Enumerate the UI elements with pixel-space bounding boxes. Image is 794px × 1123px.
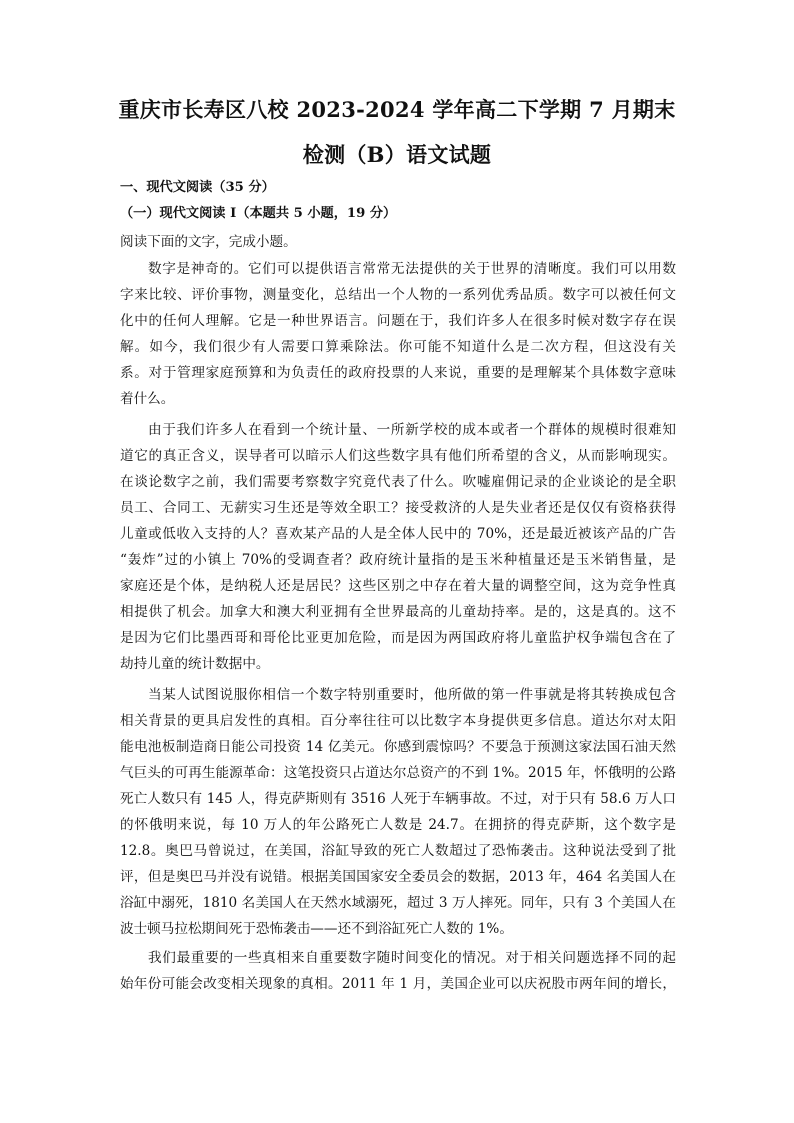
paragraph-3-line: 当某人试图说服你相信一个数字特别重要时，他所做的第一件事就是将其转换成包含 [148,687,676,703]
paragraph-3-line: 死亡人数只有 145 人，得克萨斯则有 3516 人死于车辆事故。不过，对于只有 58.6 万人口 [120,791,676,807]
paragraph-4-line: 始年份可能会改变相关现象的真相。2011 年 1 月，美国企业可以庆祝股市两年间的增长， [120,976,676,992]
paragraph-3-line: 评，但是奥巴马并没有说错。根据美国国家安全委员会的数据，2013 年，464 名美国人在 [120,869,676,885]
paragraph-1-line: 解。如今，我们很少有人需要口算乘除法。你可能不知道什么是二次方程，但这没有关 [120,339,676,355]
paragraph-3-line: 12.8。奥巴马曾说过，在美国，浴缸导致的死亡人数超过了恐怖袭击。这种说法受到了批 [120,843,676,859]
subsection-heading: （一）现代文阅读 I（本题共 5 小题，19 分） [120,206,397,221]
paragraph-3-line: 波士顿马拉松期间死于恐怖袭击——还不到浴缸死亡人数的 1%。 [120,921,513,937]
paragraph-2-line: 在谈论数字之前，我们需要考察数字究竟代表了什么。吹嘘雇佣记录的企业谈论的是全职 [120,474,676,490]
paragraph-3-line: 相关背景的更具启发性的真相。百分率往往可以比数字本身提供更多信息。道达尔对太阳 [120,713,676,729]
section-heading: 一、现代文阅读（35 分） [120,180,275,195]
document-title-line-2: 检测（B）语文试题 [302,142,492,167]
paragraph-1-line: 系。对于管理家庭预算和为负责任的政府投票的人来说，重要的是理解某个具体数字意味 [120,365,676,381]
paragraph-2-line: 由于我们许多人在看到一个统计量、一所新学校的成本或者一个群体的规模时很难知 [148,422,676,438]
paragraph-1-line: 化中的任何人理解。它是一种世界语言。问题在于，我们许多人在很多时候对数字存在误 [120,313,676,329]
paragraph-3-line: 能电池板制造商日能公司投资 14 亿美元。你感到震惊吗？不要急于预测这家法国石油天然 [120,739,676,755]
paragraph-2-line: 员工、合同工、无薪实习生还是等效全职工？接受救济的人是失业者还是仅仅有资格获得 [120,500,676,516]
paragraph-2-line: 劫持儿童的统计数据中。 [120,656,270,672]
paragraph-2-line: 是因为它们比墨西哥和哥伦比亚更加危险，而是因为两国政府将儿童监护权争端包含在了 [120,630,676,646]
paragraph-2-line: 道它的真正含义，误导者可以暗示人们这些数字具有他们所希望的含义，从而影响现实。 [120,448,676,464]
paragraph-1-line: 着什么。 [120,391,175,407]
reading-instruction: 阅读下面的文字，完成小题。 [120,234,297,250]
paragraph-2-line: “轰炸”过的小镇上 70%的受调查者？政府统计量指的是玉米种植量还是玉米销售量，是 [120,552,676,568]
paragraph-3-line: 浴缸中溺死，1810 名美国人在天然水域溺死，超过 3 万人摔死。同年，只有 3 个美国人在 [120,895,676,911]
paragraph-4-line: 我们最重要的一些真相来自重要数字随时间变化的情况。对于相关问题选择不同的起 [148,950,676,966]
paragraph-1-line: 数字是神奇的。它们可以提供语言常常无法提供的关于世界的清晰度。我们可以用数 [148,261,676,277]
paragraph-2-line: 儿童或低收入支持的人？喜欢某产品的人是全体人民中的 70%，还是最近被该产品的广告 [120,526,676,542]
document-title-line-1: 重庆市长寿区八校 2023-2024 学年高二下学期 7 月期末 [118,97,676,122]
paragraph-3-line: 气巨头的可再生能源革命：这笔投资只占道达尔总资产的不到 1%。2015 年，怀俄明的公路 [120,765,676,781]
paragraph-2-line: 相提供了机会。加拿大和澳大利亚拥有全世界最高的儿童劫持率。是的，这是真的。这不 [120,604,676,620]
paragraph-3-line: 的怀俄明来说，每 10 万人的年公路死亡人数是 24.7。在拥挤的得克萨斯，这个数字是 [120,817,676,833]
paragraph-2-line: 家庭还是个体，是纳税人还是居民？这些区别之中存在着大量的调整空间，这为竞争性真 [120,578,676,594]
paragraph-1-line: 字来比较、评价事物，测量变化，总结出一个人物的一系列优秀品质。数字可以被任何文 [120,287,676,303]
